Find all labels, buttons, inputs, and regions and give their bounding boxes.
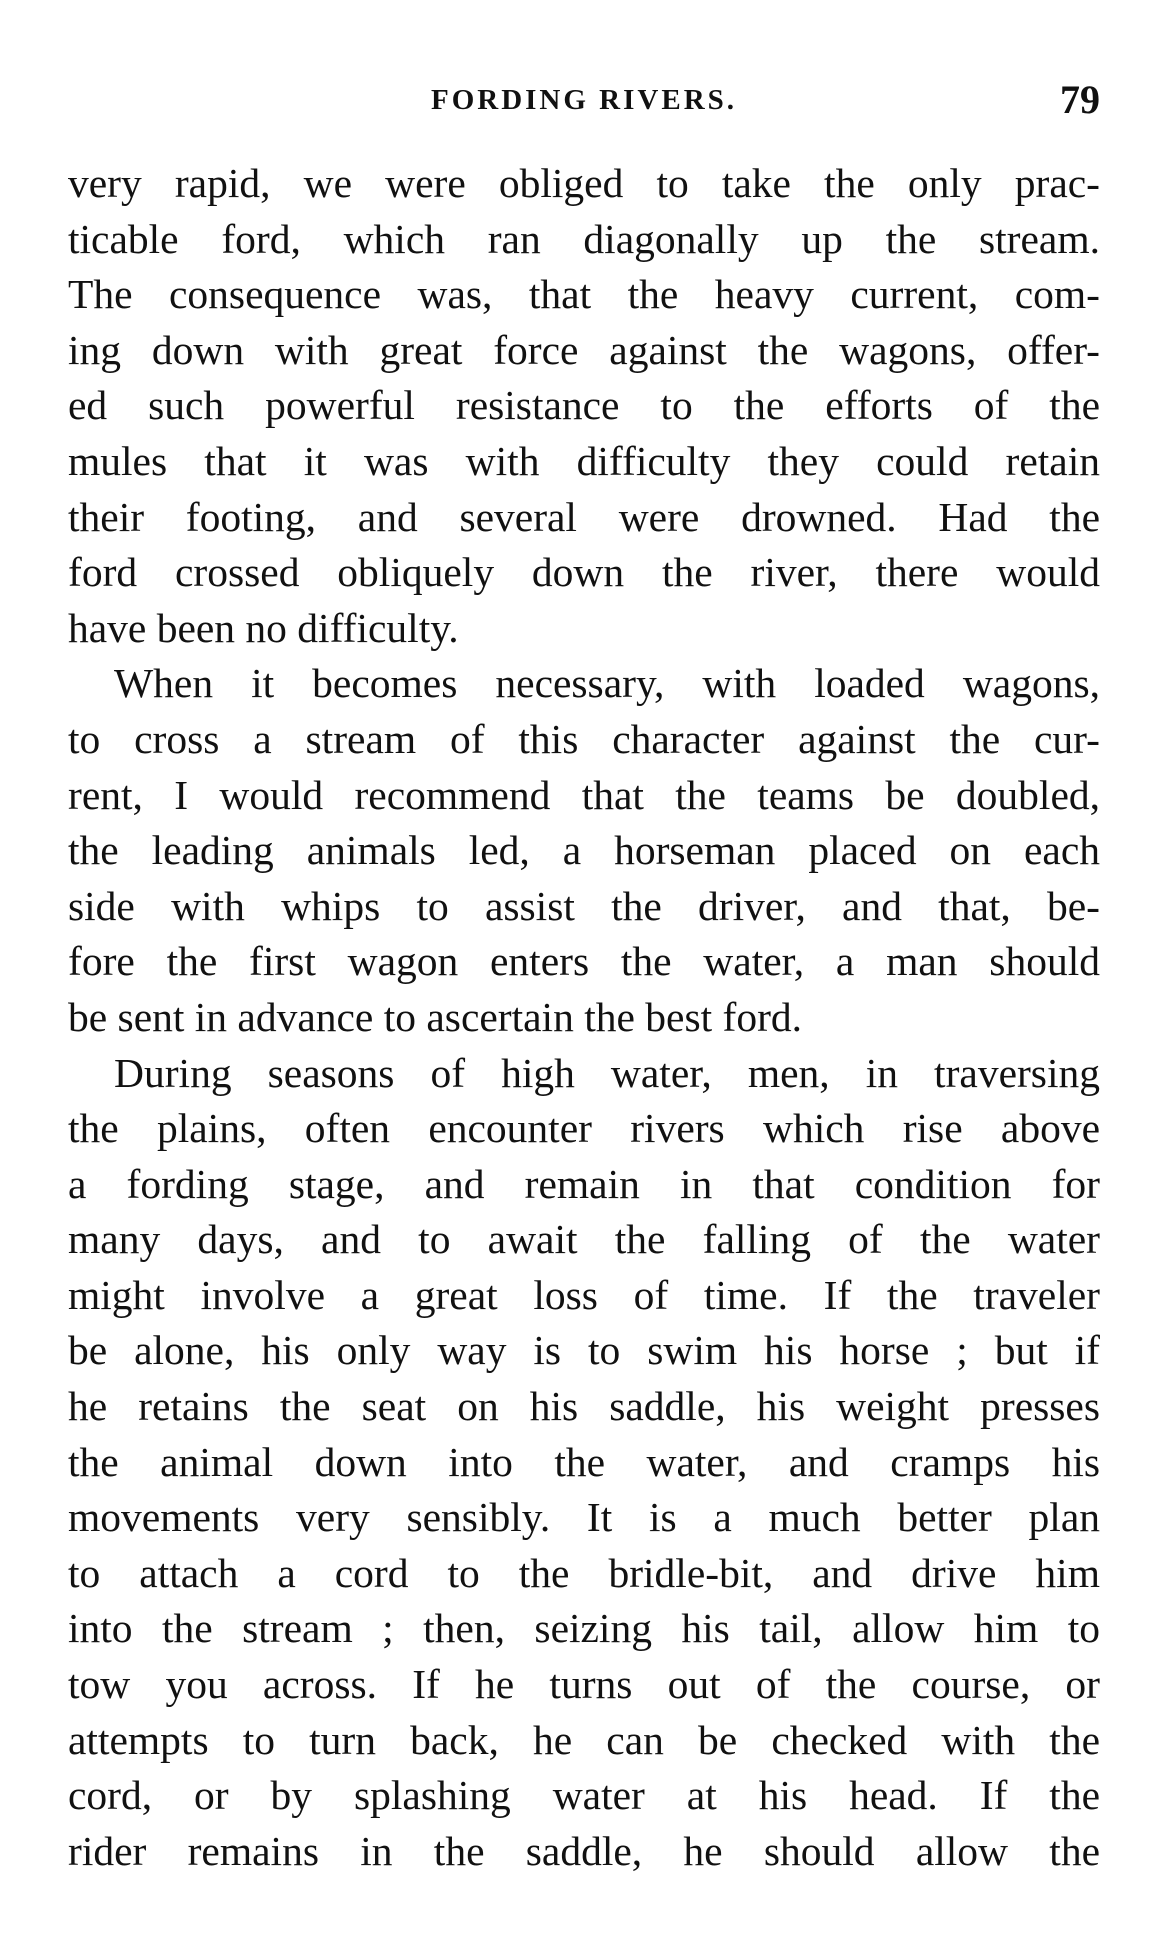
body-text xyxy=(68,156,1100,1879)
text-line: side with whips to assist the driver, and that, be- xyxy=(68,882,1100,929)
text-line: he retains the seat on his saddle, his weight presses xyxy=(68,1383,1100,1430)
text-line: rent, I would recommend that the teams be doubled, xyxy=(68,771,1100,818)
text-line: into the stream ; then, seizing his tail, allow him to xyxy=(68,1605,1100,1652)
text-line: ed such powerful resistance to the efforts of the xyxy=(68,382,1100,429)
text-line: be alone, his only way is to swim his horse ; but if xyxy=(68,1327,1100,1374)
text-line: to attach a cord to the bridle-bit, and drive him xyxy=(68,1549,1100,1596)
text-line: a fording stage, and remain in that condition for xyxy=(68,1160,1100,1207)
text-line: the plains, often encounter rivers which rise above xyxy=(68,1105,1100,1152)
text-line: to cross a stream of this character against the cur- xyxy=(68,715,1100,762)
text-line: be sent in advance to ascertain the best ford. xyxy=(68,993,803,1040)
text-line: their footing, and several were drowned. Had the xyxy=(68,493,1100,540)
text-line: rider remains in the saddle, he should allow the xyxy=(68,1827,1100,1874)
text-line: During seasons of high water, men, in traversing xyxy=(114,1049,1100,1096)
text-line: tow you across. If he turns out of the course, or xyxy=(68,1661,1100,1708)
text-line: ing down with great force against the wagons, offer- xyxy=(68,326,1100,373)
text-line: many days, and to await the falling of the water xyxy=(68,1216,1100,1263)
text-line: fore the first wagon enters the water, a man should xyxy=(68,938,1100,985)
text-line: very rapid, we were obliged to take the only prac- xyxy=(68,160,1100,206)
text-line: the leading animals led, a horseman placed on each xyxy=(68,827,1100,874)
page-number: 79 xyxy=(1060,77,1100,122)
text-line: attempts to turn back, he can be checked with the xyxy=(68,1716,1100,1763)
text-line: the animal down into the water, and cramps his xyxy=(68,1438,1100,1485)
text-line: cord, or by splashing water at his head. If the xyxy=(68,1772,1100,1819)
text-line: The consequence was, that the heavy current, com- xyxy=(68,271,1100,318)
text-line: ticable ford, which ran diagonally up the stream. xyxy=(68,215,1100,262)
text-line: have been no difficulty. xyxy=(68,604,459,651)
text-line: When it becomes necessary, with loaded wagons, xyxy=(114,660,1100,707)
text-line: movements very sensibly. It is a much better plan xyxy=(68,1494,1100,1541)
running-head xyxy=(68,76,1100,126)
text-line: might involve a great loss of time. If the traveler xyxy=(68,1271,1100,1318)
running-title: FORDING RIVERS. xyxy=(430,84,738,116)
text-line: mules that it was with difficulty they could retain xyxy=(68,437,1100,484)
text-line: ford crossed obliquely down the river, there would xyxy=(68,549,1100,596)
